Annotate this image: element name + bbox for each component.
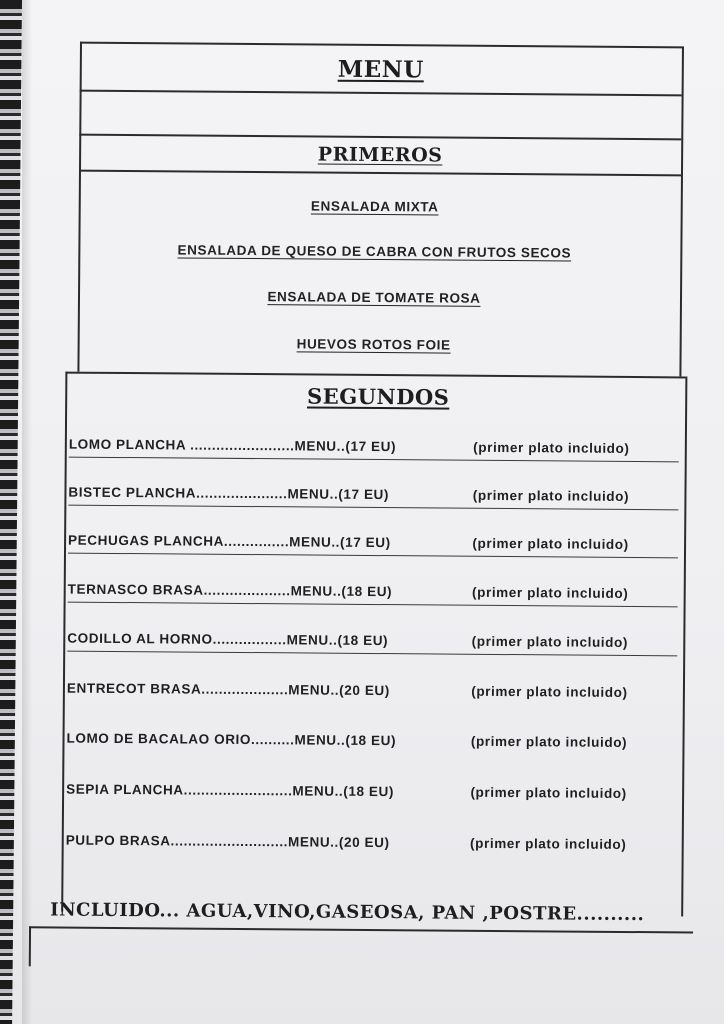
main-course-row	[67, 681, 677, 701]
included-footer: INCLUIDO... AGUA,VINO,GASEOSA, PAN ,POSTRE..........	[50, 899, 645, 926]
main-course-name: TERNASCO BRASA....................MENU..(18 EU)	[67, 581, 393, 600]
main-course-note: (primer plato incluido)	[471, 633, 629, 650]
main-course-row	[68, 533, 678, 553]
row-underline	[69, 457, 679, 463]
main-course-name: BISTEC PLANCHA.....................MENU..(17 EU)	[68, 484, 390, 503]
main-course-name: PECHUGAS PLANCHA...............MENU..(17 EU)	[68, 532, 391, 551]
frame-top-line	[80, 42, 682, 49]
row-underline	[68, 553, 678, 559]
main-course-row	[69, 437, 679, 457]
starter-item-label: ENSALADA MIXTA	[310, 198, 439, 215]
menu-title: MENU	[337, 55, 424, 84]
main-course-row	[68, 485, 678, 505]
starter-item	[61, 197, 689, 217]
main-course-note: (primer plato incluido)	[471, 683, 628, 700]
divider-4	[65, 372, 685, 379]
main-course-name: CODILLO AL HORNO.................MENU..(18 EU)	[67, 630, 389, 649]
main-course-note: (primer plato incluido)	[472, 535, 629, 553]
main-course-row	[67, 631, 677, 651]
starter-item	[60, 335, 688, 355]
menu-sheet	[50, 42, 690, 947]
main-course-name: SEPIA PLANCHA.........................MENU..(18 EU)	[66, 781, 395, 800]
frame-left-bottom	[29, 926, 31, 966]
main-course-name: PULPO BRASA...........................MENU..(20 EU)	[65, 832, 390, 851]
row-underline	[67, 651, 677, 657]
row-underline	[68, 505, 678, 511]
main-course-note: (primer plato incluido)	[470, 733, 628, 750]
segundos-heading: SEGUNDOS	[306, 383, 450, 410]
main-course-note: (primer plato incluido)	[470, 835, 627, 852]
binding-shadow	[22, 0, 32, 1024]
row-underline	[68, 602, 678, 608]
divider-2	[79, 134, 681, 141]
frame-right-lower	[681, 376, 687, 916]
starter-item-label: ENSALADA DE QUESO DE CABRA CON FRUTOS SECOS	[177, 242, 572, 261]
main-course-row	[68, 582, 678, 602]
starter-item-label: HUEVOS ROTOS FOIE	[296, 336, 451, 353]
main-course-note: (primer plato incluido)	[472, 487, 630, 505]
main-course-note: (primer plato incluido)	[470, 784, 627, 801]
main-course-row	[66, 782, 676, 802]
divider-1	[80, 90, 682, 97]
divider-3	[79, 170, 681, 177]
starter-item	[60, 288, 688, 308]
main-course-row	[66, 833, 676, 853]
main-course-note: (primer plato incluido)	[471, 584, 629, 601]
main-course-name: LOMO DE BACALAO ORIO..........MENU..(18 EU)	[66, 730, 397, 749]
starter-item-label: ENSALADA DE TOMATE ROSA	[267, 289, 481, 306]
main-course-name: ENTRECOT BRASA....................MENU..(20 EU)	[66, 680, 390, 699]
spiral-binding	[0, 0, 22, 1024]
starter-item	[60, 242, 688, 262]
primeros-heading: PRIMEROS	[317, 143, 443, 167]
main-course-name: LOMO PLANCHA ........................MENU..(17 EU)	[68, 436, 397, 455]
footer-line	[29, 926, 693, 933]
main-course-row	[66, 731, 676, 751]
main-course-note: (primer plato incluido)	[473, 439, 630, 457]
